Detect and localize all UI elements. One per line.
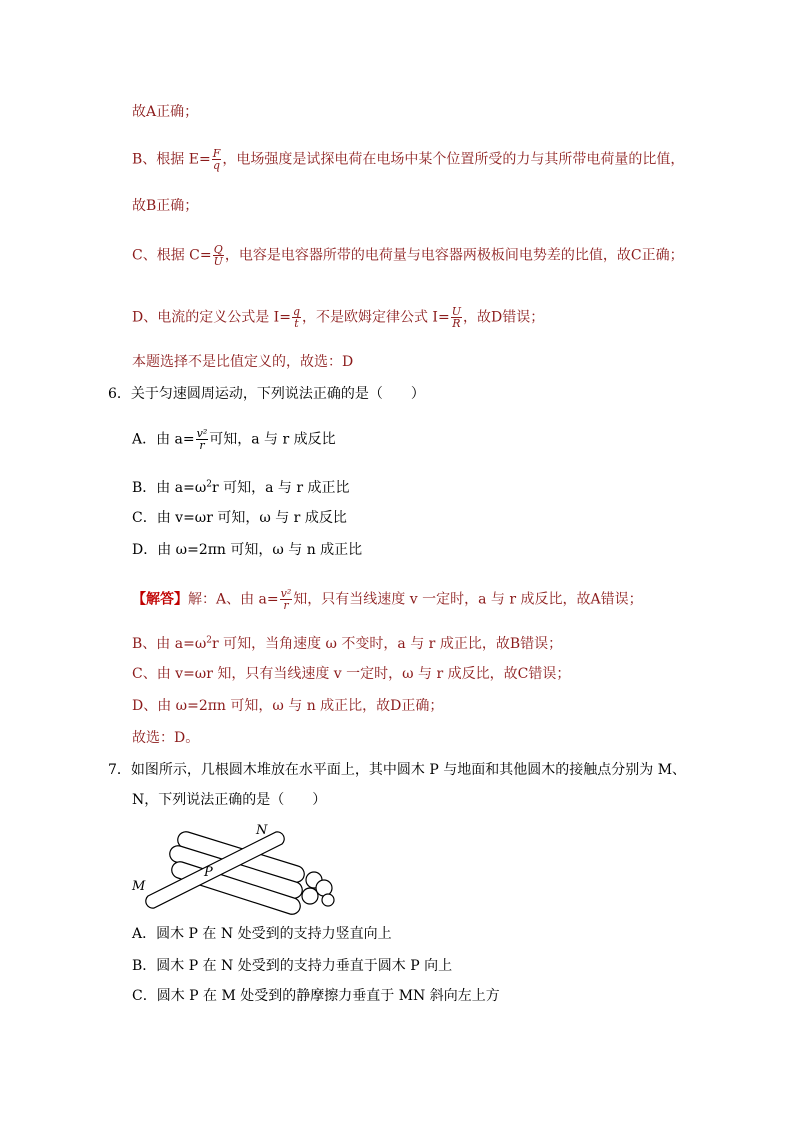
question6-option-b bbox=[132, 478, 350, 498]
frac-denominator: t bbox=[294, 317, 299, 330]
question-text: 如图所示，几根圆木堆放在水平面上，其中圆木 P 与地面和其他圆木的接触点分别为 M、 bbox=[130, 762, 687, 778]
question6-stem bbox=[108, 384, 425, 404]
solution5-line-b bbox=[132, 148, 684, 171]
frac-numerator: Q bbox=[213, 243, 223, 256]
solution6-line-d: D、由 ω=2πn 可知，ω 与 n 成正比，故D正确； bbox=[132, 698, 444, 714]
solution5-line-c-suffix: ，电容是电容器所带的电荷量与电容器两极板间电势差的比值，故C正确； bbox=[224, 247, 684, 264]
frac-denominator: R bbox=[452, 317, 461, 330]
option-a-suffix: 可知，a 与 r 成反比 bbox=[209, 431, 336, 448]
solution5-line-d-suffix: ，故D错误； bbox=[462, 309, 545, 326]
frac-denominator: U bbox=[213, 255, 223, 268]
option-b-suffix: r 可知，a 与 r 成正比 bbox=[211, 480, 350, 496]
solution5-line-c bbox=[132, 244, 684, 267]
formula-v2-over-r bbox=[196, 428, 209, 451]
solution5-line-b-prefix: B、根据 E= bbox=[132, 151, 211, 168]
question7-option-b: B．圆木 P 在 N 处受到的支持力垂直于圆木 P 向上 bbox=[132, 958, 453, 974]
formula-u-over-r bbox=[451, 306, 462, 329]
solution6-line-b bbox=[132, 634, 562, 654]
frac-denominator: r bbox=[283, 599, 289, 612]
solution5-line-d-prefix: D、电流的定义公式是 I= bbox=[132, 309, 291, 326]
question-number: 7． bbox=[108, 762, 131, 778]
frac-numerator: v² bbox=[280, 587, 292, 600]
solution5-line-b2: 故B正确； bbox=[132, 198, 199, 214]
solution6-line-a-prefix: 解：A、由 a= bbox=[188, 591, 279, 608]
solution-tag: 【解答】 bbox=[132, 591, 188, 608]
question-text: 关于匀速圆周运动，下列说法正确的是（ ） bbox=[130, 386, 425, 402]
frac-numerator: U bbox=[451, 305, 461, 318]
question7-option-a: A．圆木 P 在 N 处受到的支持力竖直向上 bbox=[132, 926, 392, 942]
formula-f-over-q bbox=[212, 148, 222, 171]
label-p: P bbox=[204, 865, 213, 880]
solution6-line-b-suffix: r 可知，当角速度 ω 不变时，a 与 r 成正比，故B错误； bbox=[211, 636, 563, 652]
log-end-4 bbox=[322, 894, 334, 906]
solution5-line-d-mid: ，不是欧姆定律公式 I= bbox=[301, 309, 450, 326]
question-number: 6． bbox=[108, 386, 131, 402]
frac-numerator: q bbox=[292, 305, 300, 318]
solution6-line-a bbox=[132, 588, 643, 611]
option-b-prefix: B．由 a=ω bbox=[132, 480, 207, 496]
question6-option-c: C．由 v=ωr 可知，ω 与 r 成反比 bbox=[132, 510, 347, 526]
solution6-line-b-prefix: B、由 a=ω bbox=[132, 636, 207, 652]
solution6-line-c: C、由 v=ωr 知，只有当线速度 v 一定时，ω 与 r 成反比，故C错误； bbox=[132, 666, 571, 682]
solution5-conclusion: 本题选择不是比值定义的，故选：D bbox=[132, 354, 354, 370]
frac-denominator: r bbox=[199, 439, 205, 452]
superscript: 2 bbox=[206, 635, 212, 646]
formula-v2-over-r bbox=[280, 588, 293, 611]
question7-stem-line1 bbox=[108, 760, 686, 780]
question6-option-d: D．由 ω=2πn 可知，ω 与 n 成正比 bbox=[132, 542, 363, 558]
solution5-line-a: 故A正确； bbox=[132, 104, 199, 120]
solution5-line-c-prefix: C、根据 C= bbox=[132, 247, 212, 264]
solution5-line-b-suffix: ，电场强度是试探电荷在电场中某个位置所受的力与其所带电荷量的比值， bbox=[222, 151, 685, 168]
question7-stem-line2: N，下列说法正确的是（ ） bbox=[132, 792, 327, 808]
superscript: 2 bbox=[206, 479, 212, 490]
formula-q-over-t bbox=[292, 306, 301, 329]
label-n: N bbox=[256, 823, 268, 838]
frac-denominator: q bbox=[213, 159, 221, 172]
logs-figure bbox=[128, 820, 348, 920]
question6-option-a bbox=[132, 428, 336, 451]
formula-q-over-u bbox=[213, 244, 224, 267]
frac-numerator: F bbox=[212, 147, 221, 160]
option-a-prefix: A．由 a= bbox=[132, 431, 195, 448]
solution5-line-d bbox=[132, 306, 544, 329]
log-end-3 bbox=[302, 888, 318, 904]
question7-option-c: C．圆木 P 在 M 处受到的静摩擦力垂直于 MN 斜向左上方 bbox=[132, 988, 500, 1004]
frac-numerator: v² bbox=[196, 427, 208, 440]
label-m: M bbox=[132, 879, 146, 894]
solution6-conclusion: 故选：D。 bbox=[132, 730, 200, 746]
solution6-line-a-suffix: 知，只有当线速度 v 一定时，a 与 r 成反比，故A错误； bbox=[293, 591, 643, 608]
